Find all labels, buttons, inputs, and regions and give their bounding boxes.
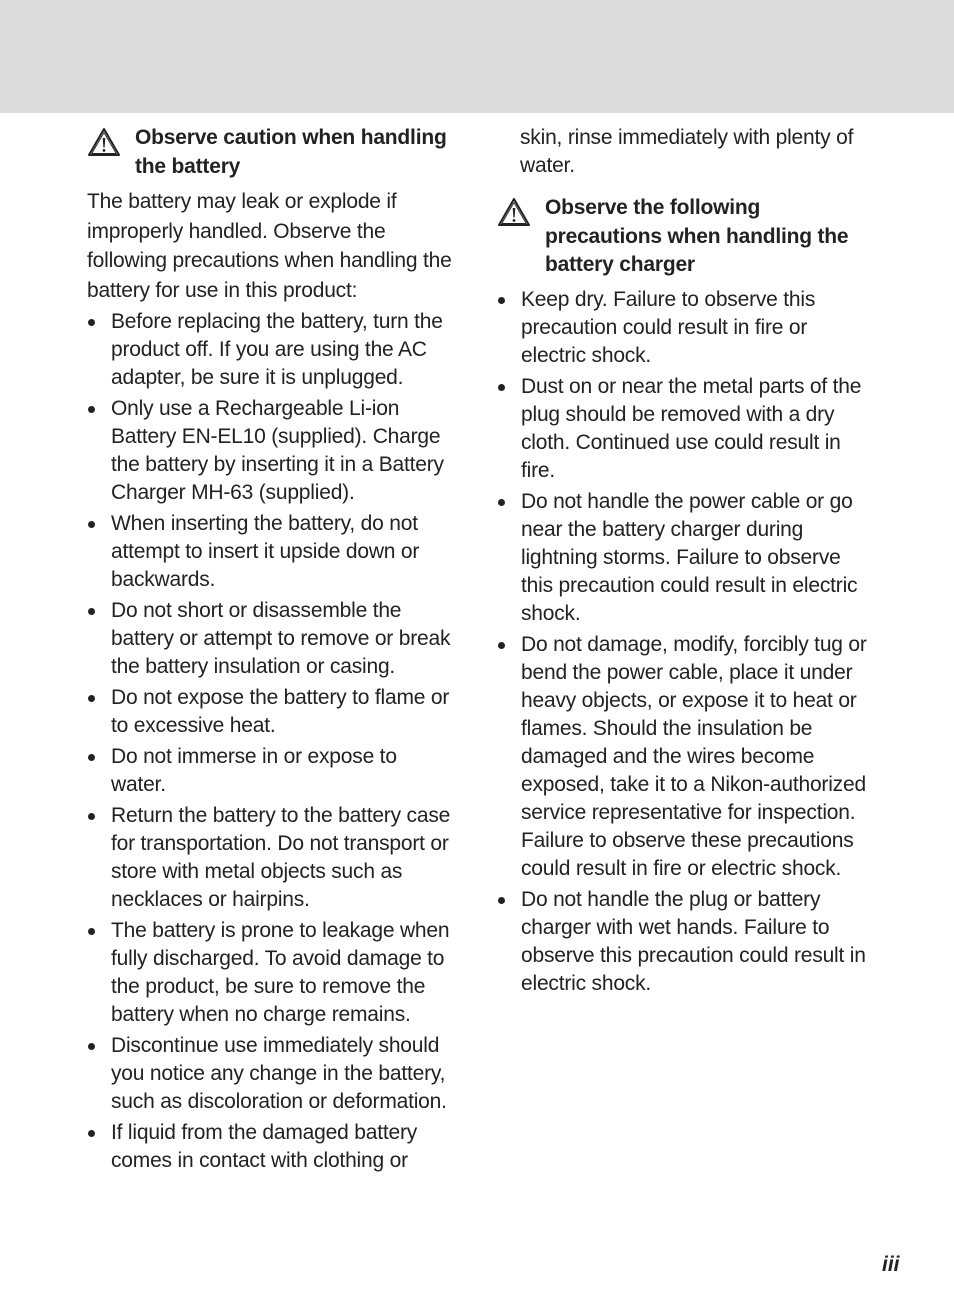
list-item-text: Discontinue use immediately should you notice any change in the battery, such as discoloration or deformation. <box>111 1034 447 1113</box>
list-item-text: If liquid from the damaged battery comes in contact with clothing or <box>111 1121 418 1172</box>
list-item <box>87 802 457 914</box>
bullet-dot-icon <box>498 642 505 649</box>
list-item <box>87 510 457 594</box>
header-band <box>0 0 954 113</box>
section-intro: The battery may leak or explode if improperly handled. Observe the following precautions when handling the battery for use in this product: <box>87 190 452 302</box>
section-heading-text: Observe caution when handling the battery <box>135 126 447 178</box>
list-item-text: Do not short or disassemble the battery or attempt to remove or break the battery insulation or casing. <box>111 599 451 678</box>
list-item-text: Do not immerse in or expose to water. <box>111 745 397 796</box>
bullet-dot-icon <box>88 928 95 935</box>
list-item-text: Return the battery to the battery case for transportation. Do not transport or store with metal objects such as necklaces or hairpins. <box>111 804 451 911</box>
section-heading-text: Observe the following precautions when handling the battery charger <box>545 196 849 276</box>
list-item <box>87 308 457 392</box>
page-number: iii <box>882 1253 900 1276</box>
bullet-dot-icon <box>88 608 95 615</box>
bullet-dot-icon <box>88 319 95 326</box>
list-item <box>497 488 867 628</box>
list-item <box>497 886 867 998</box>
list-item <box>497 373 867 485</box>
list-item-text: Before replacing the battery, turn the product off. If you are using the AC adapter, be sure it is unplugged. <box>111 310 443 389</box>
bullet-dot-icon <box>88 754 95 761</box>
list-item <box>87 597 457 681</box>
left-column <box>87 124 457 1178</box>
list-item-text: Do not damage, modify, forcibly tug or bend the power cable, place it under heavy objects, or expose it to heat or flames. Should the insulation be damaged and the wires become exposed, take it to a Nikon-authorized service representative for inspection. Failure to observe these precautions could result in fire or electric shock. <box>521 632 867 880</box>
list-item-text: Do not handle the plug or battery charger with wet hands. Failure to observe this precaution could result in electric shock. <box>521 887 866 995</box>
list-item <box>87 917 457 1029</box>
section-heading-battery <box>87 124 457 181</box>
continued-text: skin, rinse immediately with plenty of water. <box>520 126 854 177</box>
bullet-dot-icon <box>88 1130 95 1137</box>
bullet-dot-icon <box>498 897 505 904</box>
list-item <box>497 286 867 370</box>
bullet-dot-icon <box>498 297 505 304</box>
bullet-dot-icon <box>88 521 95 528</box>
warning-triangle-icon <box>87 127 121 157</box>
list-item-text: When inserting the battery, do not attempt to insert it upside down or backwards. <box>111 512 420 591</box>
list-item-text: The battery is prone to leakage when fully discharged. To avoid damage to the product, be sure to remove the battery when no charge remains. <box>111 919 450 1026</box>
list-item-text: Do not handle the power cable or go near the battery charger during lightning storms. Failure to observe this precaution could result in electric shock. <box>521 489 858 625</box>
bullet-dot-icon <box>88 406 95 413</box>
bullet-dot-icon <box>88 1043 95 1050</box>
list-item-text: Dust on or near the metal parts of the plug should be removed with a dry cloth. Continued use could result in fire. <box>521 374 862 482</box>
list-item <box>87 743 457 799</box>
list-item <box>87 684 457 740</box>
list-item <box>87 1119 457 1175</box>
bullet-dot-icon <box>498 384 505 391</box>
bullet-dot-icon <box>88 695 95 702</box>
right-column <box>497 124 867 1001</box>
bullet-dot-icon <box>88 813 95 820</box>
bullet-dot-icon <box>498 499 505 506</box>
list-item-text: Do not expose the battery to flame or to excessive heat. <box>111 686 450 737</box>
warning-triangle-icon <box>497 197 531 227</box>
section-heading-charger <box>497 194 867 280</box>
list-item <box>87 395 457 507</box>
list-item-text: Keep dry. Failure to observe this precaution could result in fire or electric shock. <box>521 287 816 367</box>
list-item <box>497 631 867 883</box>
list-item-text: Only use a Rechargeable Li-ion Battery EN-EL10 (supplied). Charge the battery by inserting it in a Battery Charger MH-63 (supplied). <box>111 397 444 504</box>
list-item <box>87 1032 457 1116</box>
charger-precautions-list <box>497 286 867 998</box>
battery-precautions-list <box>87 308 457 1175</box>
